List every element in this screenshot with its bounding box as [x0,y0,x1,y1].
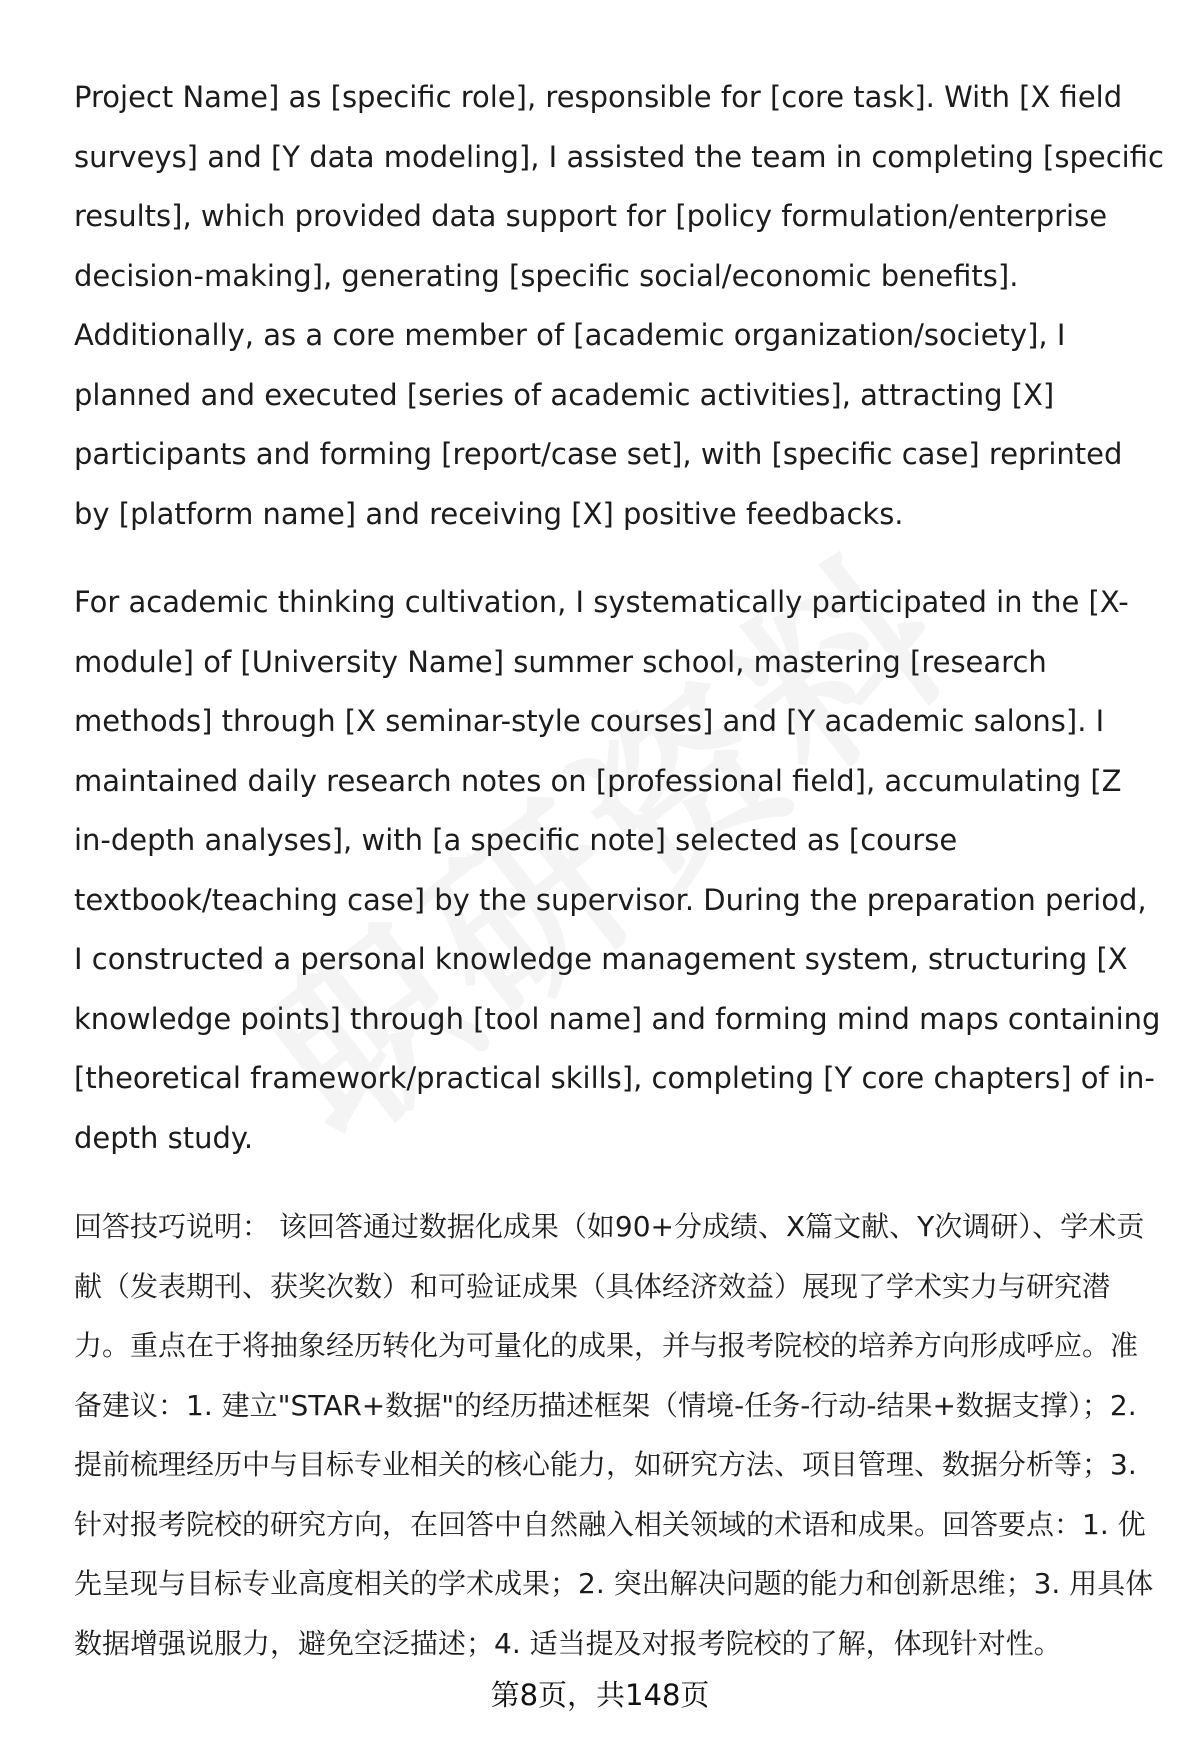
page-content [74,68,1164,1673]
paragraph-2: For academic thinking cultivation, I systematically participated in the [X-module] of [University Name] summer school, mastering [research methods] through [X seminar-style courses] and [Y academic salons]. I maintained daily research notes on [professional field], accumulating [Z in-depth analyses], with [a specific note] selected as [course textbook/teaching case] by the supervisor. During the preparation period, I constructed a personal knowledge management system, structuring [X knowledge points] through [tool name] and forming mind maps containing [theoretical framework/practical skills], completing [Y core chapters] of in-depth study. [74,585,1161,1155]
page-number: 第8页，共148页 [490,1678,710,1712]
paragraph-1: Project Name] as [specific role], responsible for [core task]. With [X field surveys] and [Y data modeling], I assisted the team in completing [specific results], which provided data support for [policy formulation/enterprise decision-making], generating [specific social/economic benefits]. Additionally, as a core member of [academic organization/society], I planned and executed [series of academic activities], attracting [X] participants and forming [report/case set], with [specific case] reprinted by [platform name] and receiving [X] positive feedbacks. [74,80,1164,531]
answer-tips-paragraph: 回答技巧说明： 该回答通过数据化成果（如90+分成绩、X篇文献、Y次调研）、学术贡献（发表期刊、获奖次数）和可验证成果（具体经济效益）展现了学术实力与研究潜力。重点在于将抽象经历转化为可量化的成果，并与报考院校的培养方向形成呼应。准备建议：1. 建立"STAR+数据"的经历描述框架（情境-任务-行动-结果+数据支撑）；2. 提前梳理经历中与目标专业相关的核心能力，如研究方法、项目管理、数据分析等；3. 针对报考院校的研究方向，在回答中自然融入相关领域的术语和成果。回答要点：1. 优先呈现与目标专业高度相关的学术成果；2. 突出解决问题的能力和创新思维；3. 用具体数据增强说服力，避免空泛描述；4. 适当提及对报考院校的了解，体现针对性。 [74,1210,1154,1660]
